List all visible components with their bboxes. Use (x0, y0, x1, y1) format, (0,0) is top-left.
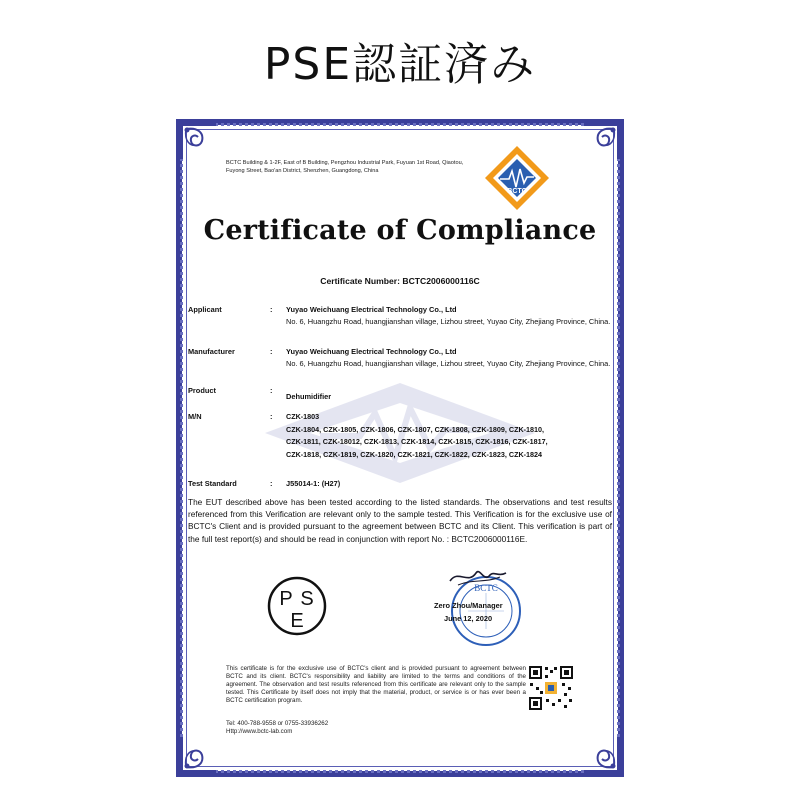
mn-line: CZK-1818, CZK-1819, CZK-1820, CZK-1821, CZK-1822, CZK-1823, CZK-1824 (286, 450, 543, 460)
product-label: Product (188, 386, 216, 395)
manufacturer-label: Manufacturer (188, 347, 235, 356)
certificate-number: Certificate Number: BCTC2006000116C (320, 276, 480, 286)
manufacturer-address: No. 6, Huangzhu Road, huangjianshan village, Lizhou street, Yuyao City, Zhejiang Province, China. (286, 358, 611, 368)
certificate-title: Certificate of Compliance (203, 215, 597, 246)
mn-colon: : (270, 412, 273, 421)
page-heading: PSE認証済み (263, 39, 537, 90)
test-standard-colon: : (270, 479, 273, 488)
mn-line: CZK-1811, CZK-18012, CZK-1813, CZK-1814, CZK-1815, CZK-1816, CZK-1817, (286, 437, 548, 447)
signature-stamp (428, 563, 538, 653)
website: Http://www.bctc-lab.com (226, 728, 293, 735)
legal-footnote: This certificate is for the exclusive use of BCTC's client and is provided pursuant to agreement between BCTC and its client. BCTC's responsibility and liability are limited to the terms and conditions of the agreement. The observation and test results referenced from this certificate are relevant only to the sample tested. This Certificate by itself does not imply that the material, product, or service is or has ever been a BCTC certification program. (226, 665, 526, 704)
pse-letter-p: P (279, 588, 293, 610)
mn-line: CZK-1803 (286, 412, 320, 421)
telephone: Tel: 400-788-9558 or 0755-33936262 (226, 720, 329, 727)
test-standard-value: J55014-1: (H27) (286, 479, 341, 488)
applicant-label: Applicant (188, 305, 222, 314)
qr-code-icon (528, 665, 574, 711)
issuer-address: BCTC Building & 1-2F, East of B Building, Pengzhou Industrial Park, Fuyuan 1st Road, Qiaotou, Fuyong Street, Bao'an District, Shenzhen, Guangdong, China (226, 160, 464, 174)
applicant-address: No. 6, Huangzhu Road, huangjianshan village, Lizhou street, Yuyao City, Zhejiang Province, China. (286, 316, 611, 326)
applicant-name: Yuyao Weichuang Electrical Technology Co., Ltd (286, 305, 457, 314)
manufacturer-name: Yuyao Weichuang Electrical Technology Co., Ltd (286, 347, 457, 356)
corner-ornament-icon (580, 117, 626, 163)
pse-letter-s: S (300, 588, 314, 610)
manufacturer-colon: : (270, 347, 273, 356)
mn-label: M/N (188, 412, 202, 421)
seal-text: BCTC (474, 583, 498, 593)
pse-mark-icon (266, 575, 328, 637)
applicant-colon: : (270, 305, 273, 314)
bctc-logo-icon (482, 143, 552, 213)
product-colon: : (270, 386, 273, 395)
logo-text: BCTC (507, 188, 527, 195)
contact-info (226, 720, 476, 736)
certificate-document (170, 113, 630, 783)
signer-name: Zero Zhou/Manager (434, 601, 503, 610)
product-value: Dehumidifier (286, 392, 332, 401)
mn-line: CZK-1804, CZK-1805, CZK-1806, CZK-1807, CZK-1808, CZK-1809, CZK-1810, (286, 424, 545, 434)
corner-ornament-icon (174, 117, 220, 163)
corner-ornament-icon (174, 733, 220, 779)
corner-ornament-icon (580, 733, 626, 779)
test-standard-label: Test Standard (188, 479, 237, 488)
verification-statement: The EUT described above has been tested according to the listed standards. The observations and test results referenced from this Verification are relevant only to the sample tested. This Verification is for the exclusive use of BCTC's Client and is provided pursuant to the agreement between BCTC and its Client. This verification is part of the full test report(s) and should be read in conjunction with report No. : BCTC2006000116E. (188, 497, 612, 544)
signature-date: June 12, 2020 (444, 614, 493, 623)
pse-letter-e: E (290, 610, 304, 632)
